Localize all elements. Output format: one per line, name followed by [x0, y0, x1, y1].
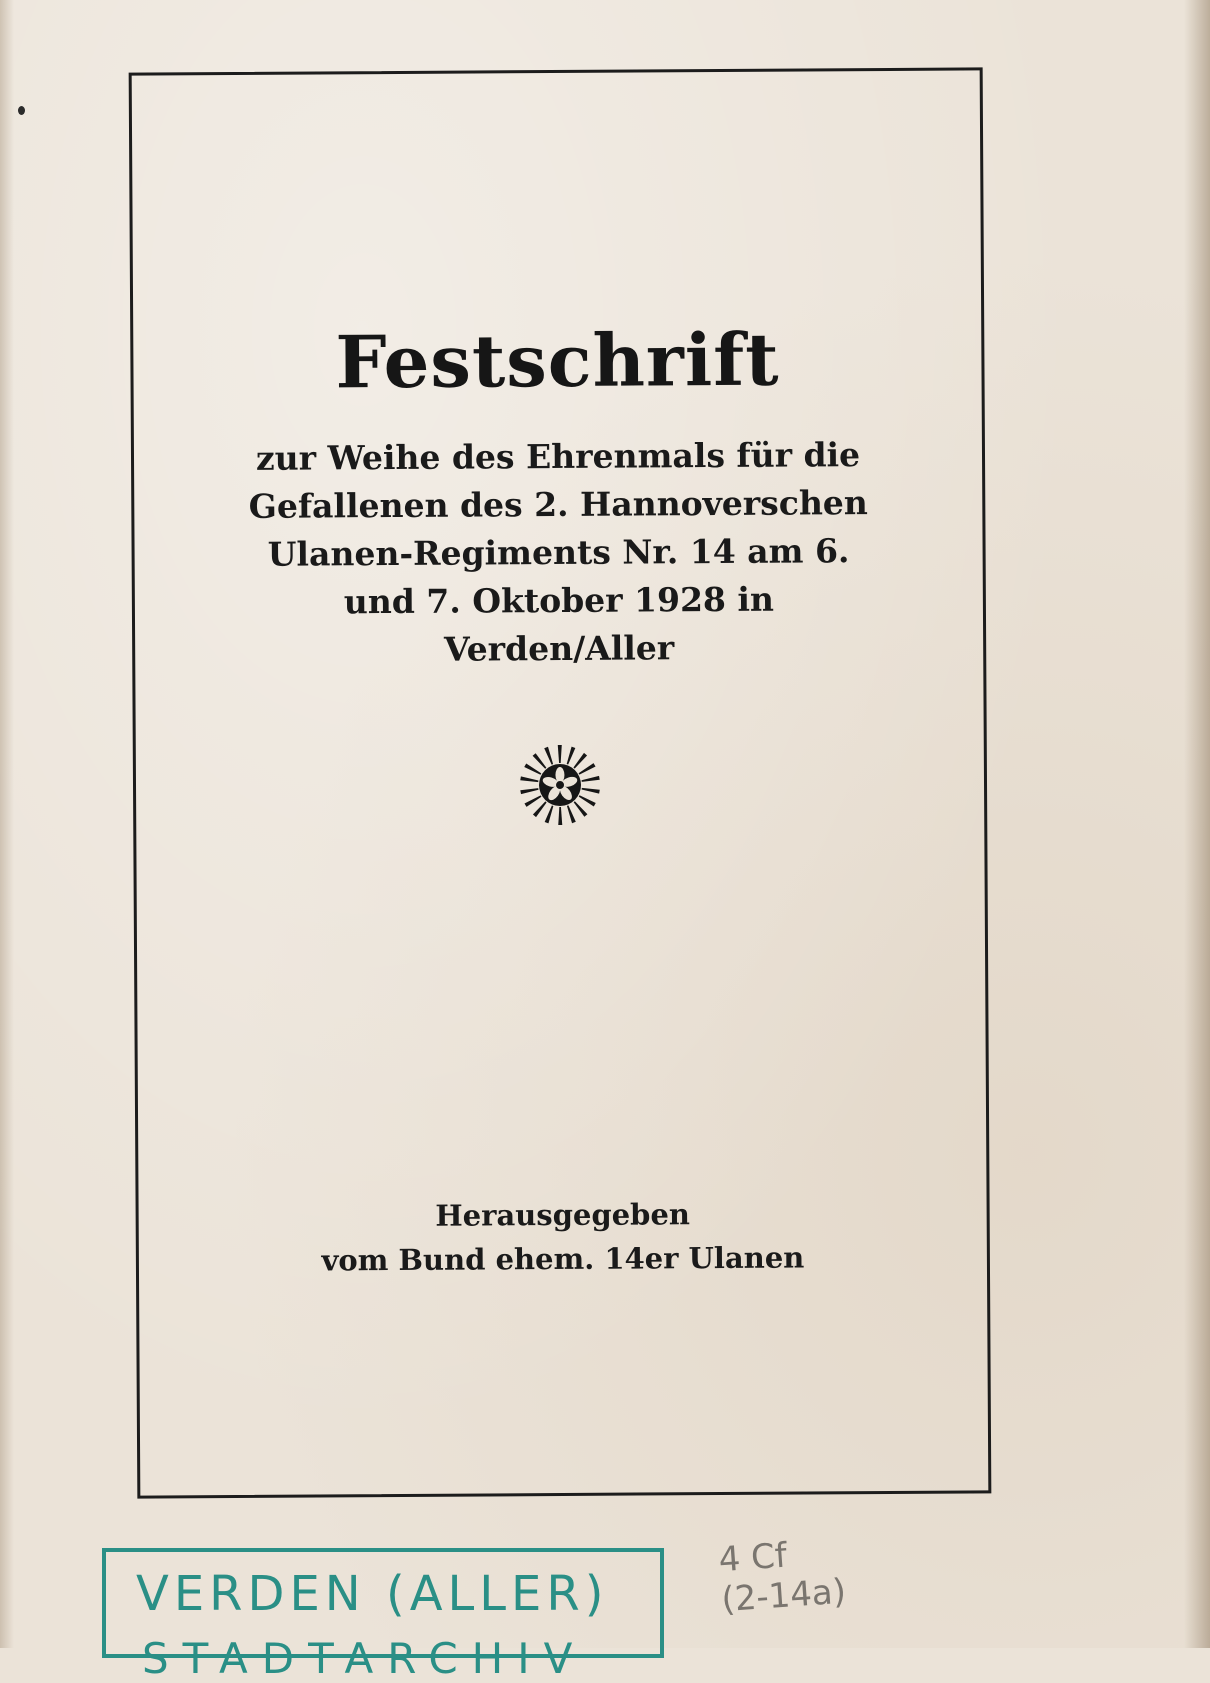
right-edge-shadow [1184, 0, 1210, 1648]
subtitle-line: Ulanen-Regiments Nr. 14 am 6. [267, 531, 850, 574]
publisher-line: Herausgegeben [435, 1197, 691, 1233]
subtitle-line: zur Weihe des Ehrenmals für die [255, 435, 861, 478]
publisher-block [139, 1190, 988, 1283]
subtitle-line: Gefallenen des 2. Hannoverschen [248, 483, 868, 526]
document-title: Festschrift [335, 316, 780, 405]
page-content [132, 70, 989, 1495]
stamp-line: VERDEN (ALLER) [136, 1566, 609, 1622]
left-edge-shadow [0, 0, 14, 1648]
subtitle-line: Verden/Aller [443, 628, 675, 669]
pencil-note-line: 4 Cf [717, 1535, 789, 1581]
archive-stamp [102, 1548, 664, 1683]
pencil-note [717, 1530, 872, 1620]
sunburst-flower-ornament-icon [527, 743, 594, 827]
document-subtitle [134, 430, 983, 675]
pencil-note-line: (2-14a) [720, 1571, 848, 1621]
ink-speck [18, 106, 25, 115]
subtitle-line: und 7. Oktober 1928 in [343, 579, 775, 622]
publisher-line: vom Bund ehem. 14er Ulanen [321, 1240, 805, 1278]
stamp-line: STADTARCHIV [142, 1634, 587, 1683]
page-frame [129, 67, 992, 1498]
